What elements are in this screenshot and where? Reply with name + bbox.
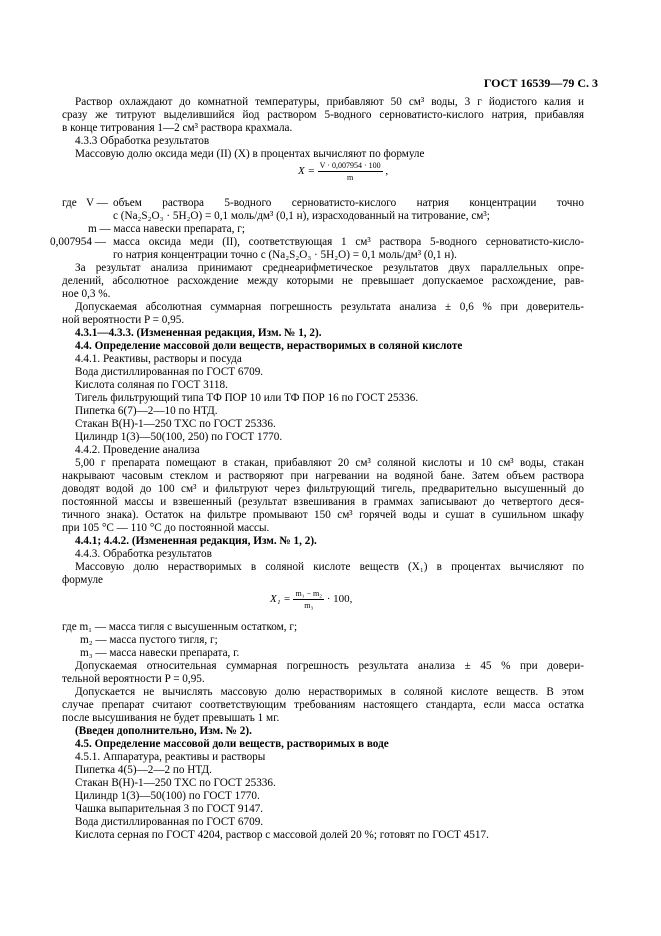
text-line: Массовую долю оксида меди (II) (X) в процентах вычисляют по формуле xyxy=(75,148,425,160)
list-item: Стакан В(Н)-1—250 ТХС по ГОСТ 25336. xyxy=(75,777,276,789)
list-item: Тигель фильтрующий типа ТФ ПОР 10 или ТФ ПОР 16 по ГОСТ 25336. xyxy=(75,392,419,404)
text-line: тельной вероятности P = 0,95. xyxy=(62,673,205,685)
edit-note: 4.3.1—4.3.3. (Измененная редакция, Изм. № 1, 2). xyxy=(75,327,322,339)
def-v-line2: c (Na₂S₂O₃ · 5H₂O) = 0,1 моль/дм³ (0,1 н), израсходованный на титрование, см³; xyxy=(113,210,490,222)
def-v-line1: объем раствора 5-водного серноватисто-кислого натрия концентрации точно xyxy=(113,197,584,209)
list-item: Цилиндр 1(3)—50(100) по ГОСТ 1770. xyxy=(75,790,260,802)
text-line: в конце титрования 1—2 см³ раствора крахмала. xyxy=(62,122,293,134)
formula-lhs: X₁ = xyxy=(270,593,291,606)
list-item: Кислота соляная по ГОСТ 3118. xyxy=(75,379,228,391)
section-heading: 4.4.3. Обработка результатов xyxy=(75,548,212,560)
section-heading: 4.4. Определение массовой доли веществ, нерастворимых в соляной кислоте xyxy=(75,340,463,352)
list-item: Пипетка 6(7)—2—10 по НТД. xyxy=(75,405,218,417)
formula-tail: · 100, xyxy=(326,593,353,606)
edit-note: (Введен дополнительно, Изм. № 2). xyxy=(75,725,252,737)
def-m1: где m₁ — масса тигля с высушенным остатком, г; xyxy=(62,621,298,633)
def-k-line2: го натрия концентрации точно c (Na₂S₂O₃ · 5H₂O) = 0,1 моль/дм³ (0,1 н). xyxy=(113,249,457,261)
text-line: постоянной массы и взвешенный (результат взвешивания в граммах записывают до четвертого деся- xyxy=(62,496,584,508)
list-item: Стакан В(Н)-1—250 ТХС по ГОСТ 25336. xyxy=(75,418,276,430)
section-heading: 4.5. Определение массовой доли веществ, растворимых в воде xyxy=(75,738,389,750)
section-heading: 4.4.1. Реактивы, растворы и посуда xyxy=(75,353,242,365)
formula-fraction xyxy=(293,588,324,611)
text-line: сразу же титруют выделившийся йод раствором 5-водного серноватисто-кислого натрия, прибавляя xyxy=(62,109,584,121)
text-line: ной вероятности P = 0,95. xyxy=(62,314,185,326)
text-line: Массовую долю нерастворимых в соляной кислоте веществ (X₁) в процентах вычисляют по xyxy=(75,561,584,573)
list-item: Чашка выпарительная 3 по ГОСТ 9147. xyxy=(75,803,264,815)
def-m: m — масса навески препарата, г; xyxy=(88,223,245,235)
list-item: Вода дистиллированная по ГОСТ 6709. xyxy=(75,366,264,378)
text-line: при 105 °С — 110 °С до постоянной массы. xyxy=(62,522,270,534)
symbol-k: 0,007954 — xyxy=(50,236,106,248)
text-line: доводят водой до 100 см³ и фильтруют через фильтрующий тигель, предварительно высушенный до xyxy=(62,483,584,495)
text-line: ное 0,3 %. xyxy=(62,288,111,300)
text-line: делений, абсолютное расхождение между которыми не превышает допускаемое расхождение, рав- xyxy=(62,275,584,287)
text-line: тичного знака). Остаток на фильтре промывают 150 см³ горячей воды и сушат в сушильном шкафу xyxy=(62,509,584,521)
symbol-v: V — xyxy=(86,197,108,209)
where-label: где xyxy=(62,197,77,209)
def-k-line1: масса оксида меди (II), соответствующая 1 см³ раствора 5-водного серноватисто-кисло- xyxy=(113,236,584,248)
text-line: Допускаемая абсолютная суммарная погрешность результата анализа ± 0,6 % при доверитель- xyxy=(75,301,584,313)
def-m3: m₃ — масса навески препарата, г. xyxy=(80,647,240,659)
text-line: 5,00 г препарата помещают в стакан, прибавляют 20 см³ соляной кислоты и 10 см³ воды, стакан xyxy=(75,457,584,469)
text-line: после высушивания не будет превышать 1 мг. xyxy=(62,712,280,724)
list-item: Кислота серная по ГОСТ 4204, раствор с массовой долей 20 %; готовят по ГОСТ 4517. xyxy=(75,829,489,841)
list-item: Цилиндр 1(3)—50(100, 250) по ГОСТ 1770. xyxy=(75,431,283,443)
text-line: накрывают часовым стеклом и растворяют при нагревании на водяной бане. Затем объем раствора xyxy=(62,470,584,482)
formula-fraction xyxy=(318,160,383,183)
def-m2: m₂ — масса пустого тигля, г; xyxy=(80,634,218,646)
formula-numerator: V · 0,007954 · 100 xyxy=(319,161,381,170)
list-item: Пипетка 4(5)—2—2 по НТД. xyxy=(75,764,212,776)
formula-tail: , xyxy=(385,165,389,178)
section-heading: 4.3.3 Обработка результатов xyxy=(75,135,210,147)
formula-denominator: m₃ xyxy=(304,601,314,610)
edit-note: 4.4.1; 4.4.2. (Измененная редакция, Изм. № 1, 2). xyxy=(75,535,317,547)
text-line: Допускается не вычислять массовую долю нерастворимых в соляной кислоте веществ. В этом xyxy=(75,686,584,698)
formula-numerator: m₁ − m₂ xyxy=(295,589,323,598)
text-line: За результат анализа принимают среднеарифметическое результатов двух параллельных опре- xyxy=(75,262,584,274)
formula-x1 xyxy=(270,588,352,611)
text-line: формуле xyxy=(62,574,103,586)
formula-x xyxy=(298,160,388,183)
list-item: Вода дистиллированная по ГОСТ 6709. xyxy=(75,816,264,828)
text-line: Раствор охлаждают до комнатной температуры, прибавляют 50 см³ воды, 3 г йодистого калия и xyxy=(75,96,584,108)
formula-denominator: m xyxy=(347,173,354,182)
text-line: Допускаемая относительная суммарная погрешность результата анализа ± 45 % при довери- xyxy=(75,660,584,672)
section-heading: 4.5.1. Аппаратура, реактивы и растворы xyxy=(75,751,266,763)
page-header: ГОСТ 16539—79 С. 3 xyxy=(483,76,598,90)
text-line: случае препарат считают соответствующим требованиям настоящего стандарта, если масса остатка xyxy=(62,699,584,711)
section-heading: 4.4.2. Проведение анализа xyxy=(75,444,200,456)
formula-lhs: X = xyxy=(298,165,315,178)
